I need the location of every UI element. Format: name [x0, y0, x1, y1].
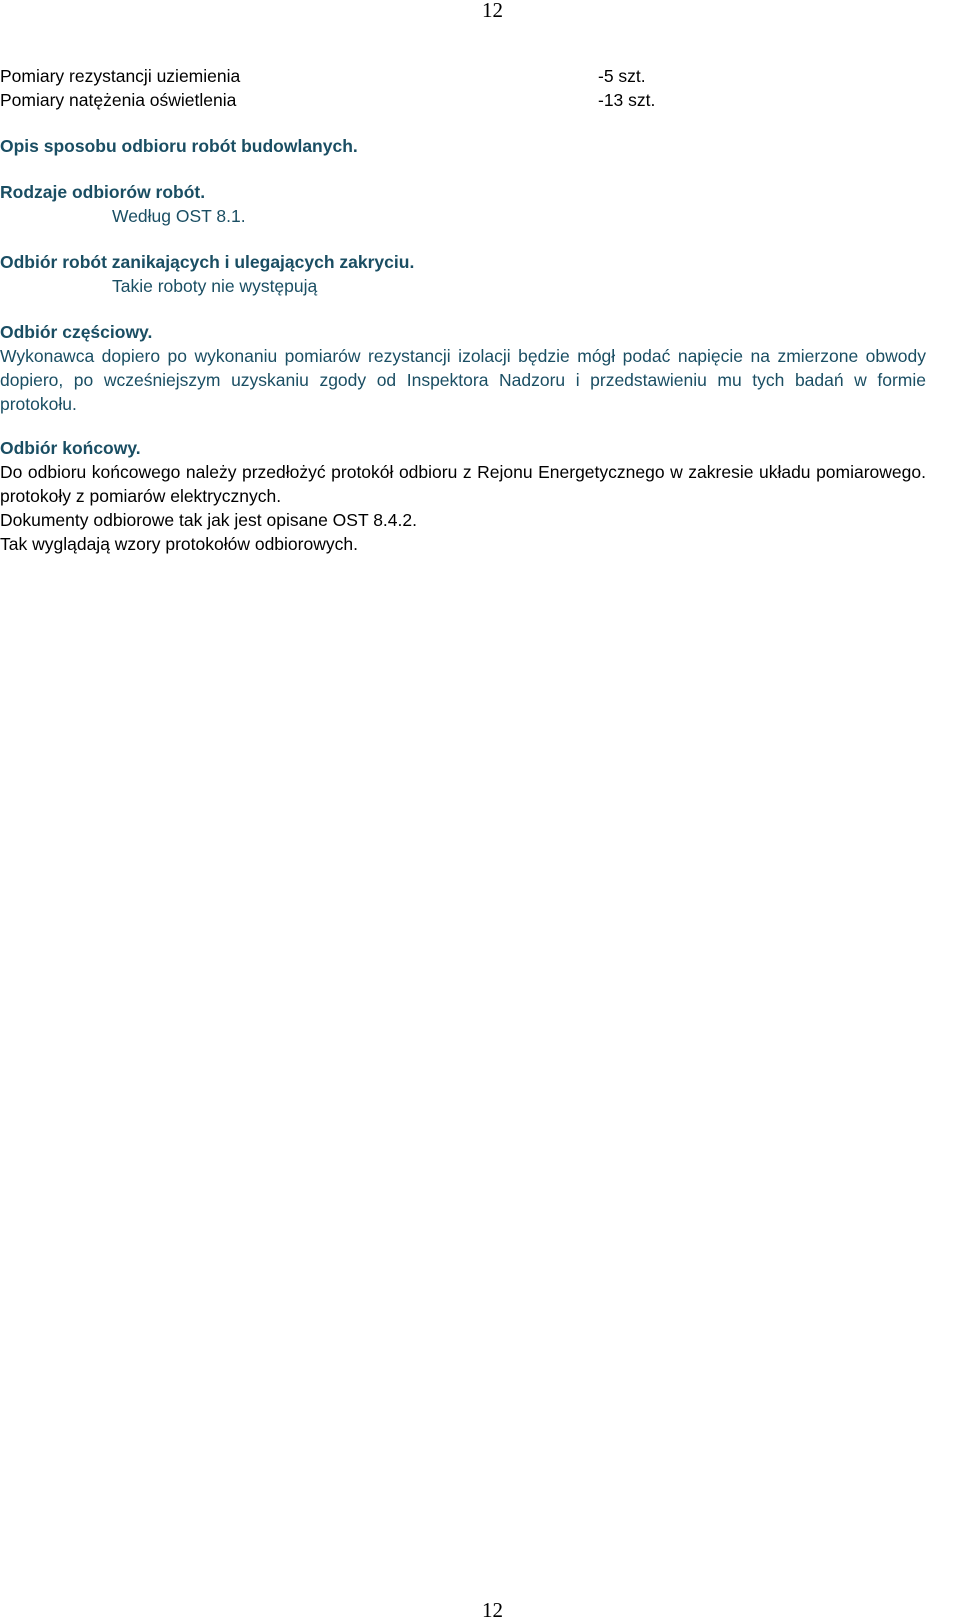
- final-text-2: Dokumenty odbiorowe tak jak jest opisane OST 8.4.2.: [0, 510, 417, 530]
- final-text-1: Do odbioru końcowego należy przedłożyć protokół odbioru z Rejonu Energetycznego w zakresie układu pomiarowego. protokoły z pomiarów elektrycznych.: [0, 462, 926, 506]
- section-heading-final: Odbiór końcowy.: [0, 438, 141, 458]
- measurement-row: [0, 88, 926, 112]
- measurement-label: Pomiary rezystancji uziemienia: [0, 66, 241, 86]
- section-heading-hidden-works: Odbiór robót zanikających i ulegających zakryciu.: [0, 252, 415, 272]
- final-text-3: Tak wyglądają wzory protokołów odbiorowych.: [0, 534, 358, 554]
- measurement-qty: -13 szt.: [598, 90, 656, 110]
- page-number-bottom: 12: [482, 1598, 503, 1622]
- section-heading-acceptance: Opis sposobu odbioru robót budowlanych.: [0, 136, 358, 156]
- section-heading-types: Rodzaje odbiorów robót.: [0, 182, 206, 202]
- partial-text: Wykonawca dopiero po wykonaniu pomiarów rezystancji izolacji będzie mógł podać napięcie na zmierzone obwody dopiero, po wcześniejszym uzyskaniu zgody od Inspektora Nadzoru i przedstawieniu mu tych badań w formie protokołu.: [0, 346, 926, 414]
- document-body: [0, 64, 926, 556]
- measurement-qty: -5 szt.: [598, 66, 646, 86]
- hidden-works-text: Takie roboty nie występują: [112, 276, 318, 296]
- page-number-top: 12: [482, 0, 503, 22]
- measurement-label: Pomiary natężenia oświetlenia: [0, 90, 237, 110]
- measurement-row: [0, 64, 926, 88]
- section-heading-partial: Odbiór częściowy.: [0, 322, 153, 342]
- types-text: Według OST 8.1.: [112, 206, 246, 226]
